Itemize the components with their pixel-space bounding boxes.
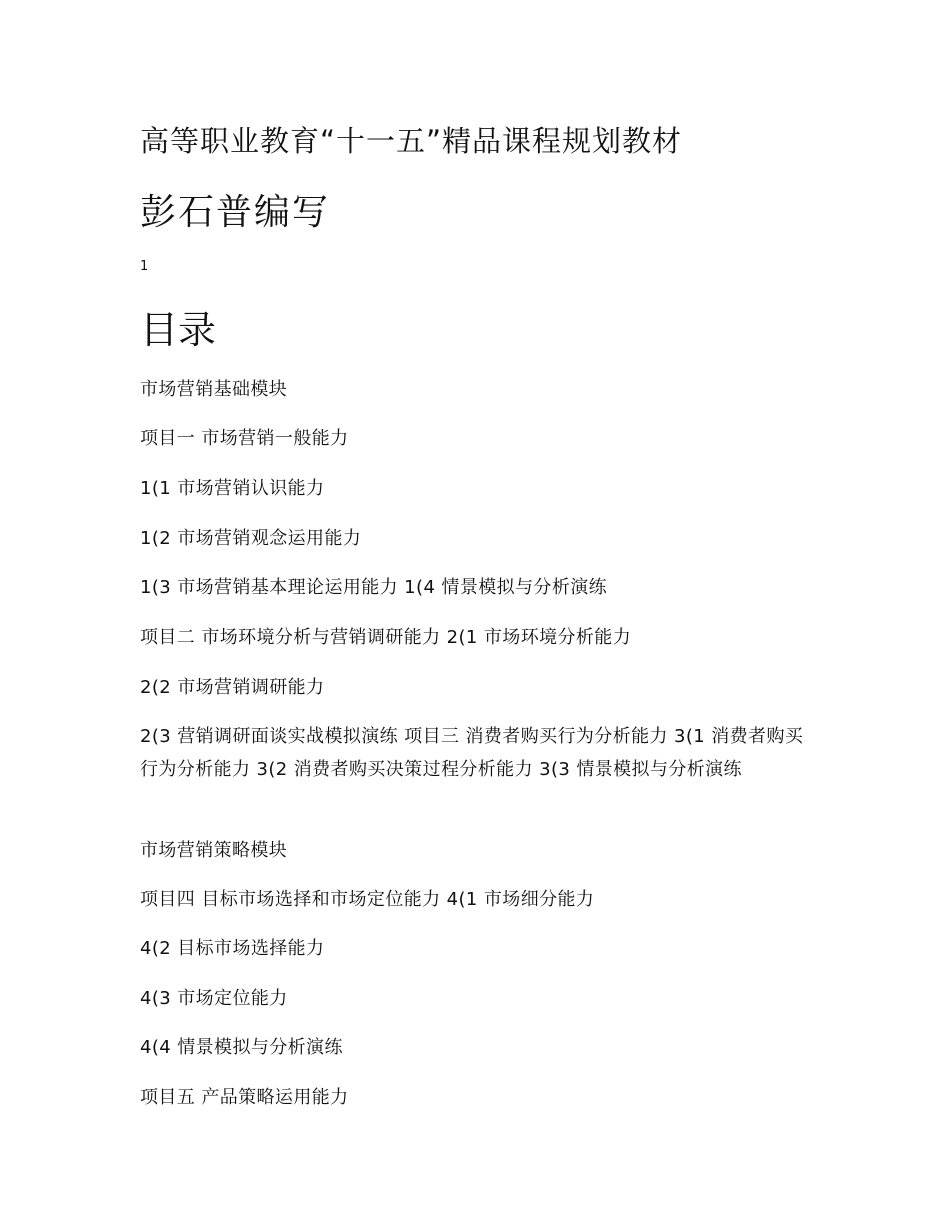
toc-entry: 2(2 市场营销调研能力 — [140, 677, 325, 698]
toc-section-strategy: 市场营销策略模块 — [140, 840, 288, 861]
toc-entry: 1(1 市场营销认识能力 — [140, 478, 325, 499]
toc-entry: 1(3 市场营销基本理论运用能力 1(4 情景模拟与分析演练 — [140, 577, 608, 598]
toc-heading: 目录 — [140, 308, 217, 352]
toc-entry: 2(3 营销调研面谈实战模拟演练 项目三 消费者购买行为分析能力 3(1 消费者购买行为分析能力 3(2 消费者购买决策过程分析能力 3(3 情景模拟与分析演练 — [140, 726, 804, 780]
toc-entry: 项目二 市场环境分析与营销调研能力 2(1 市场环境分析能力 — [140, 627, 632, 648]
series-title: 高等职业教育“十一五”精品课程规划教材 — [140, 124, 683, 158]
toc-entry: 项目四 目标市场选择和市场定位能力 4(1 市场细分能力 — [140, 889, 595, 910]
author-line: 彭石普编写 — [140, 192, 331, 233]
page-number: 1 — [140, 259, 149, 274]
toc-entry: 1(2 市场营销观念运用能力 — [140, 528, 362, 549]
toc-entry: 4(3 市场定位能力 — [140, 988, 288, 1009]
toc-entry: 4(2 目标市场选择能力 — [140, 938, 325, 959]
toc-entry: 项目五 产品策略运用能力 — [140, 1087, 349, 1108]
toc-entry: 4(4 情景模拟与分析演练 — [140, 1037, 343, 1058]
toc-entry: 项目一 市场营销一般能力 — [140, 428, 349, 449]
toc-section-basic: 市场营销基础模块 — [140, 379, 288, 400]
